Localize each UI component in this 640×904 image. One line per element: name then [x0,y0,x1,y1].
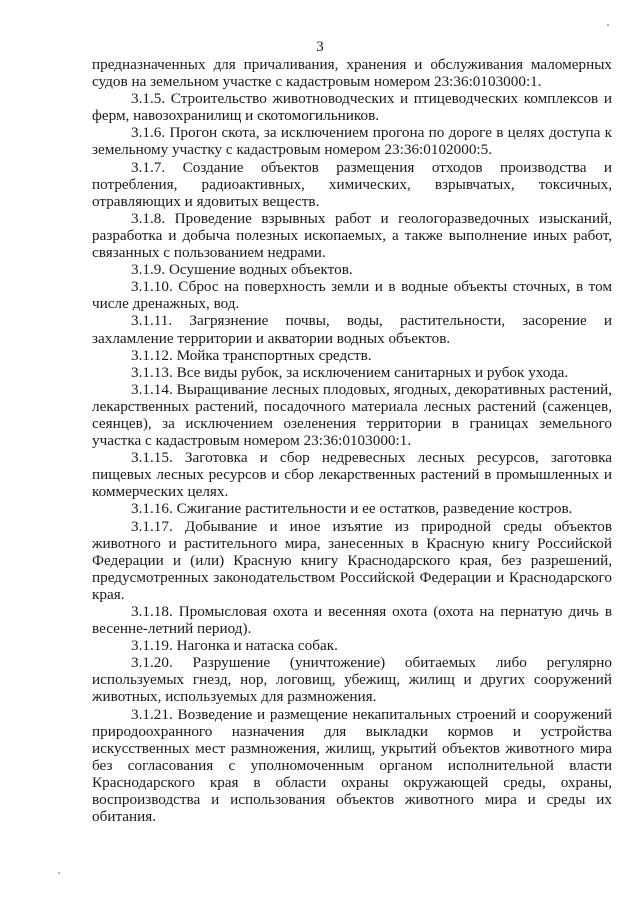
paragraph-3-1-13: 3.1.13. Все виды рубок, за исключением санитарных и рубок ухода. [131,363,569,381]
paragraph-3-1-15: 3.1.15. Заготовка и сбор недревесных лесных ресурсов, заготовка пищевых лесных ресурсов и сбор лекарственных растений в промышленных и коммерческих целях. [92,449,612,501]
scan-speck [607,24,609,26]
paragraph-3-1-6: 3.1.6. Прогон скота, за исключением прогона по дороге в целях доступа к земельному участку с кадастровым номером 23:36:0102000:5. [92,124,612,159]
page-number: 3 [316,39,324,55]
paragraph-3-1-20: 3.1.20. Разрушение (уничтожение) обитаемых либо регулярно используемых гнезд, нор, логовищ, убежищ, жилищ и других сооружений животных, используемых для размножения. [92,654,612,706]
paragraph-3-1-7: 3.1.7. Создание объектов размещения отходов производства и потребления, радиоактивных, химических, взрывчатых, токсичных, отравляющих и ядовитых веществ. [92,158,612,210]
paragraph-3-1-5: 3.1.5. Строительство животноводческих и птицеводческих комплексов и ферм, навозохранилищ и скотомогильников. [92,90,612,125]
document-body [92,56,612,825]
paragraph-3-1-14: 3.1.14. Выращивание лесных плодовых, ягодных, декоративных растений, лекарственных растений, посадочного материала лесных растений (саженцев, сеянцев), за исключением озеленения территории в границах земельного участка с кадастровым номером 23:36:0103000:1. [92,380,612,450]
paragraph-3-1-9: 3.1.9. Осушение водных объектов. [131,261,353,279]
paragraph-3-1-21: 3.1.21. Возведение и размещение некапитальных строений и сооружений природоохранного назначения для выкладки кормов и устройства искусственных мест размножения, жилищ, укрытий объектов животного мира без согласования с уполномоченным органом исполнительной власти Краснодарского края в области охраны окружающей среды, охраны, воспроизводства и использования объектов животного мира и среды их обитания. [92,705,612,826]
paragraph-continuation: предназначенных для причаливания, хранения и обслуживания маломерных судов на земельном участке с кадастровым номером 23:36:0103000:1. [92,56,612,91]
paragraph-3-1-18: 3.1.18. Промысловая охота и весенняя охота (охота на пернатую дичь в весенне-летний период). [92,603,612,638]
scan-speck [58,872,60,874]
paragraph-3-1-19: 3.1.19. Нагонка и натаска собак. [131,637,338,655]
paragraph-3-1-16: 3.1.16. Сжигание растительности и ее остатков, разведение костров. [131,500,573,518]
paragraph-3-1-11: 3.1.11. Загрязнение почвы, воды, растительности, засорение и захламление территории и акватории водных объектов. [92,312,612,347]
paragraph-3-1-12: 3.1.12. Мойка транспортных средств. [131,346,372,364]
paragraph-3-1-10: 3.1.10. Сброс на поверхность земли и в водные объекты сточных, в том числе дренажных, вод. [92,278,612,313]
paragraph-3-1-17: 3.1.17. Добывание и иное изъятие из природной среды объектов животного и растительного мира, занесенных в Красную книгу Российской Федерации и (или) Красную книгу Краснодарского края, без разрешений, предусмотренных законодательством Российской Федерации и Краснодарского края. [92,517,612,603]
paragraph-3-1-8: 3.1.8. Проведение взрывных работ и геологоразведочных изысканий, разработка и добыча полезных ископаемых, а также выполнение иных работ, связанных с пользованием недрами. [92,209,612,262]
